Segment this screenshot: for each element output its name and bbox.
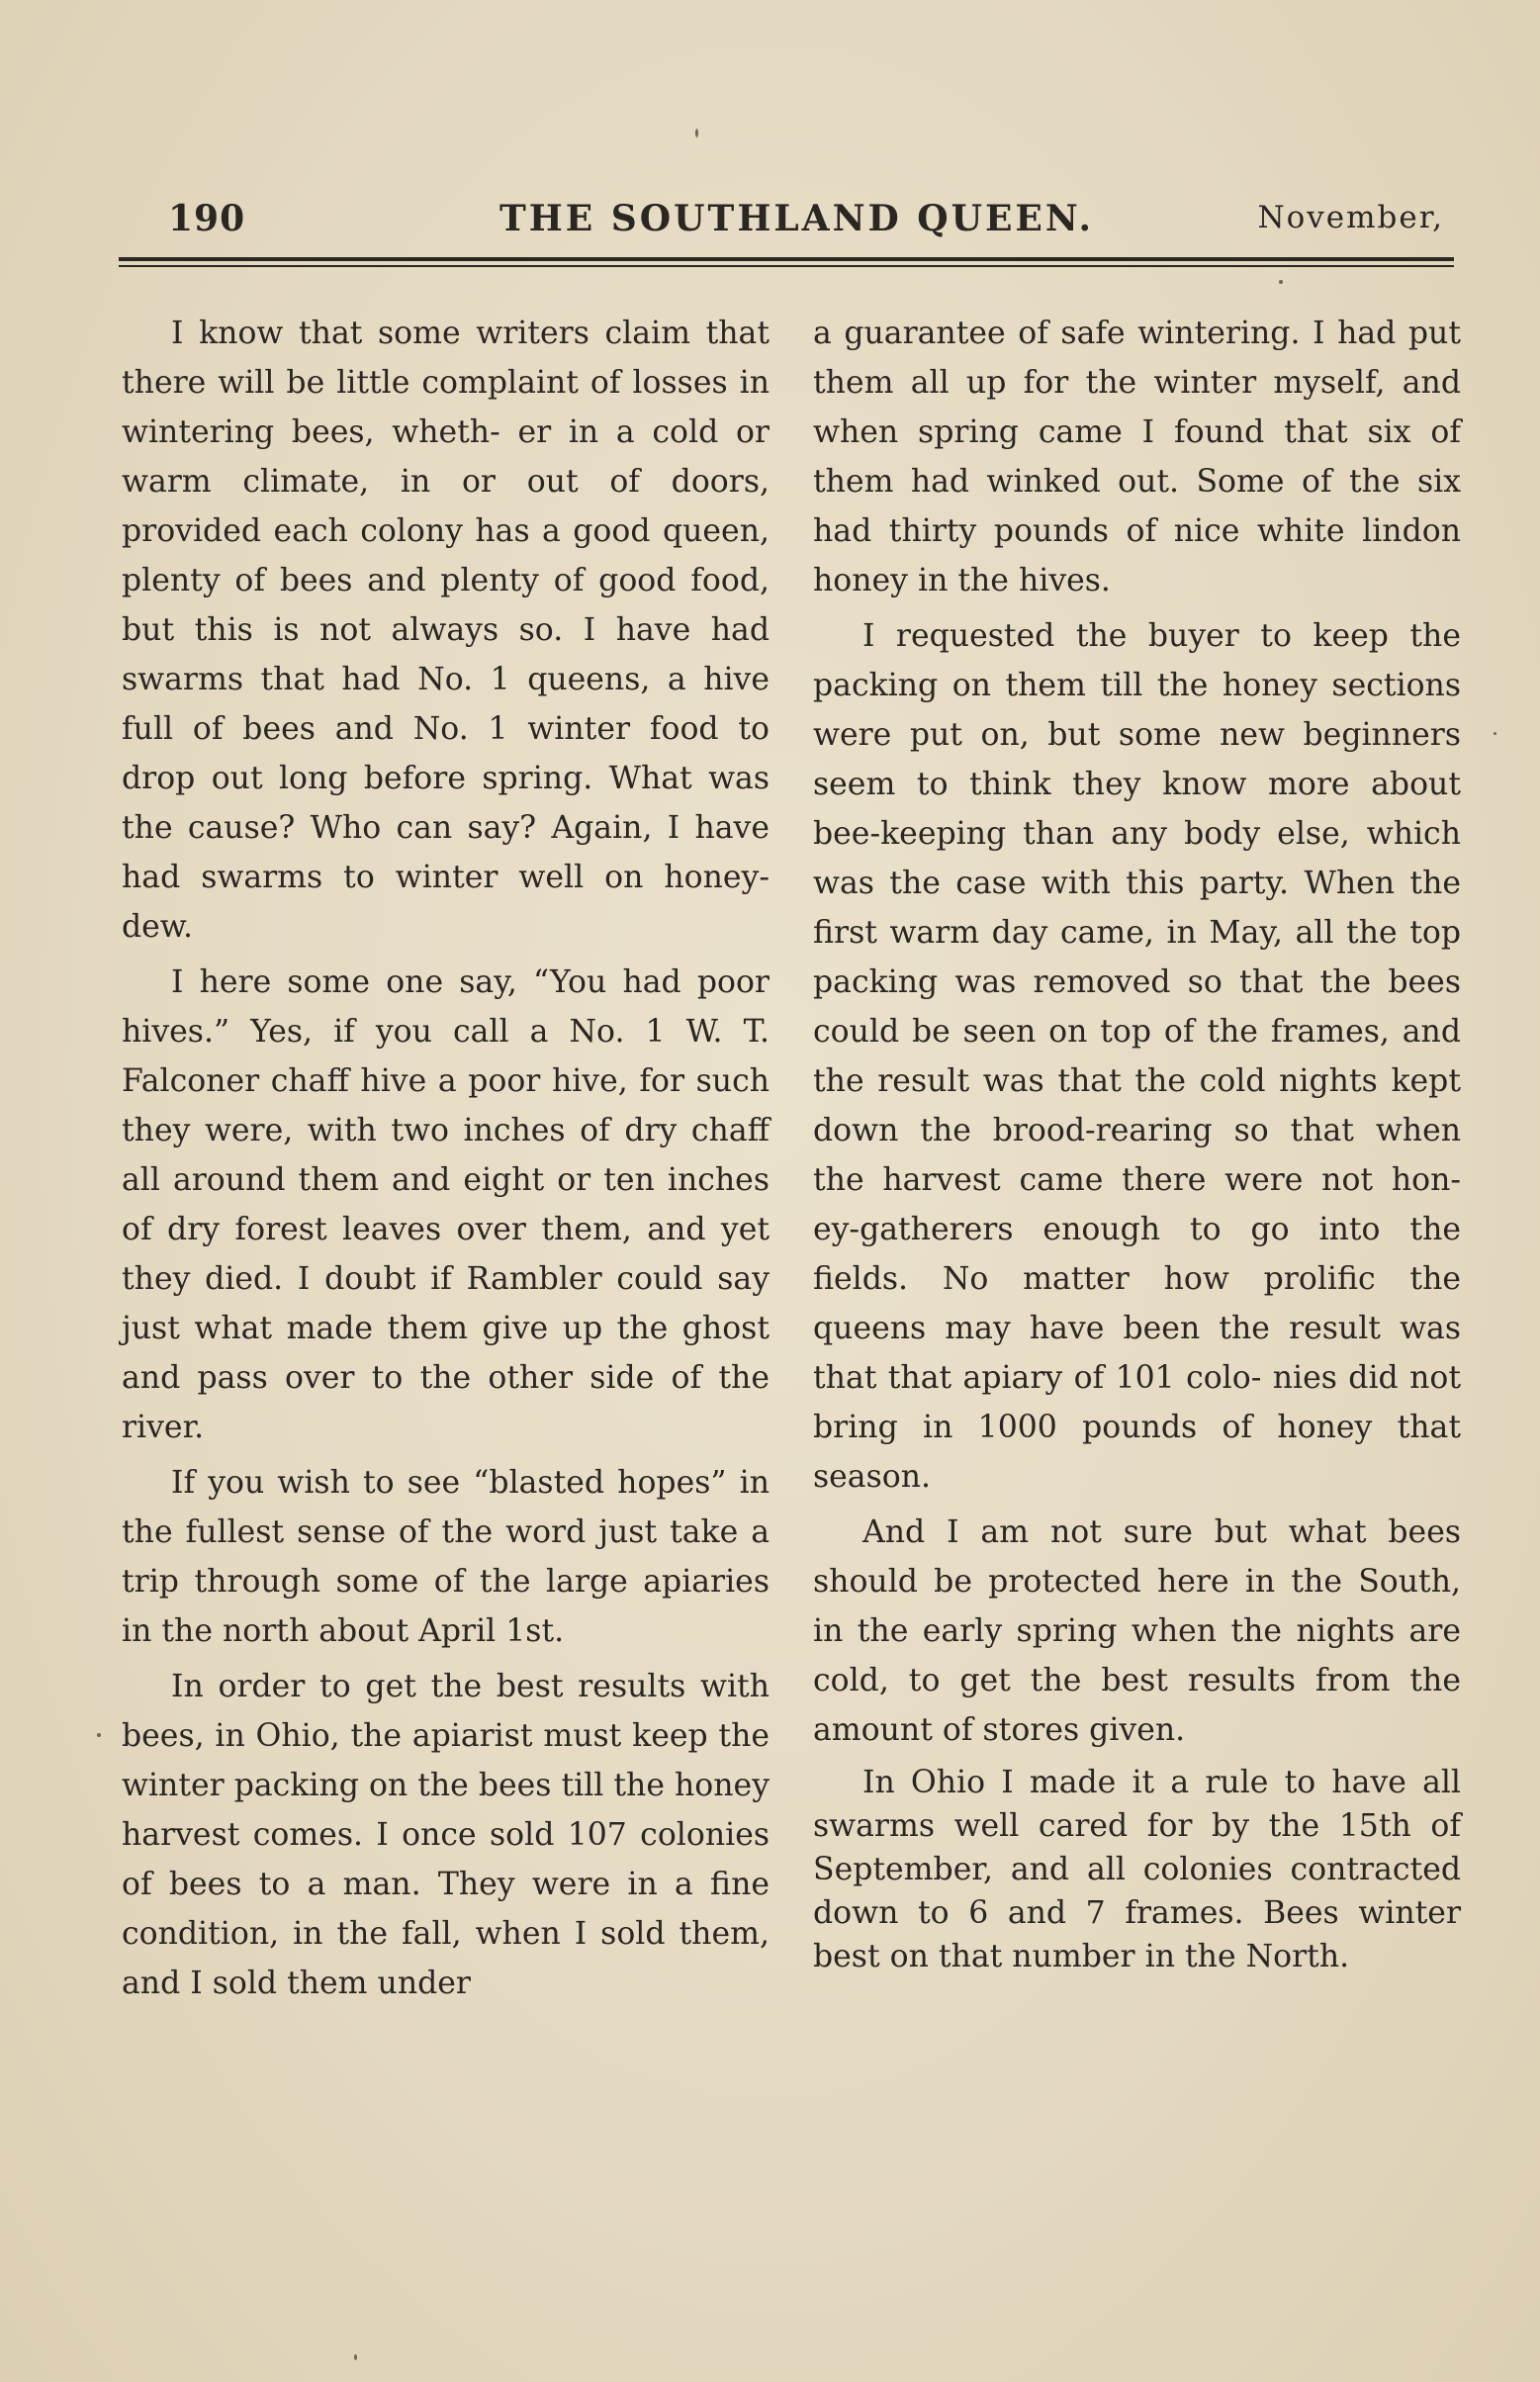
- paragraph: And I am not sure but what bees should be protected here in the South, in the early spring when the nights are cold, to get the best results from the amount of stores given.: [813, 1514, 1461, 1748]
- header-rule-thick: [119, 257, 1454, 261]
- issue-month: November,: [1257, 200, 1444, 235]
- paragraph: I here some one say, “You had poor hives.” Yes, if you call a No. 1 W. T. Falconer chaff hive a poor hive, for such they were, with two inches of dry chaff all around them and eight or ten inches of dry forest leaves over them, and yet they died. I doubt if Rambler could say just what made them give up the ghost and pass over to the other side of the river.: [122, 964, 770, 1445]
- paper-speck: [1494, 732, 1496, 735]
- paper-speck: [695, 129, 698, 137]
- paper-speck: [97, 1733, 101, 1737]
- paragraph: In Ohio I made it a rule to have all swarms well cared for by the 15th of September, and all colonies contracted down to 6 and 7 frames. Bees winter best on that number in the North.: [813, 1765, 1461, 1974]
- paper-speck: [354, 2354, 357, 2360]
- right-column: [813, 309, 1461, 1984]
- paragraph-continued: a guarantee of safe wintering. I had put them all up for the winter myself, and when spring came I found that six of them had winked out. Some of the six had thirty pounds of nice white lindon honey in the hives.: [813, 316, 1461, 598]
- paragraph: In order to get the best results with bees, in Ohio, the apiarist must keep the winter packing on the bees till the honey harvest comes. I once sold 107 colonies of bees to a man. They were in a fine condition, in the fall, when I sold them, and I sold them under: [122, 1669, 770, 2001]
- paper-speck: [1279, 280, 1283, 284]
- header-rule-thin: [119, 265, 1454, 267]
- page-number: 190: [168, 198, 246, 239]
- paragraph: I requested the buyer to keep the packing on them till the honey sections were put on, but some new beginners seem to think they know more about bee-keeping than any body else, which was the case with this party. When the first warm day came, in May, all the top packing was removed so that the bees could be seen on top of the frames, and the result was that the cold nights kept down the brood-rearing so that when the harvest came there were not hon- ey-gatherers enough to go into the fields. No matter how prolific the queens may have been the result was that that apiary of 101 colo- nies did not bring in 1000 pounds of honey that season.: [813, 618, 1461, 1495]
- journal-title: THE SOUTHLAND QUEEN.: [499, 198, 1095, 239]
- paragraph: If you wish to see “blasted hopes” in the fullest sense of the word just take a trip through some of the large apiaries in the north about April 1st.: [122, 1465, 770, 1649]
- paragraph: I know that some writers claim that there will be little complaint of losses in wintering bees, wheth- er in a cold or warm climate, in or out of doors, provided each colony has a good queen, plenty of bees and plenty of good food, but this is not always so. I have had swarms that had No. 1 queens, a hive full of bees and No. 1 winter food to drop out long before spring. What was the cause? Who can say? Again, I have had swarms to winter well on honey-dew.: [122, 316, 770, 945]
- left-column: [122, 309, 770, 2014]
- running-header: [168, 198, 1444, 253]
